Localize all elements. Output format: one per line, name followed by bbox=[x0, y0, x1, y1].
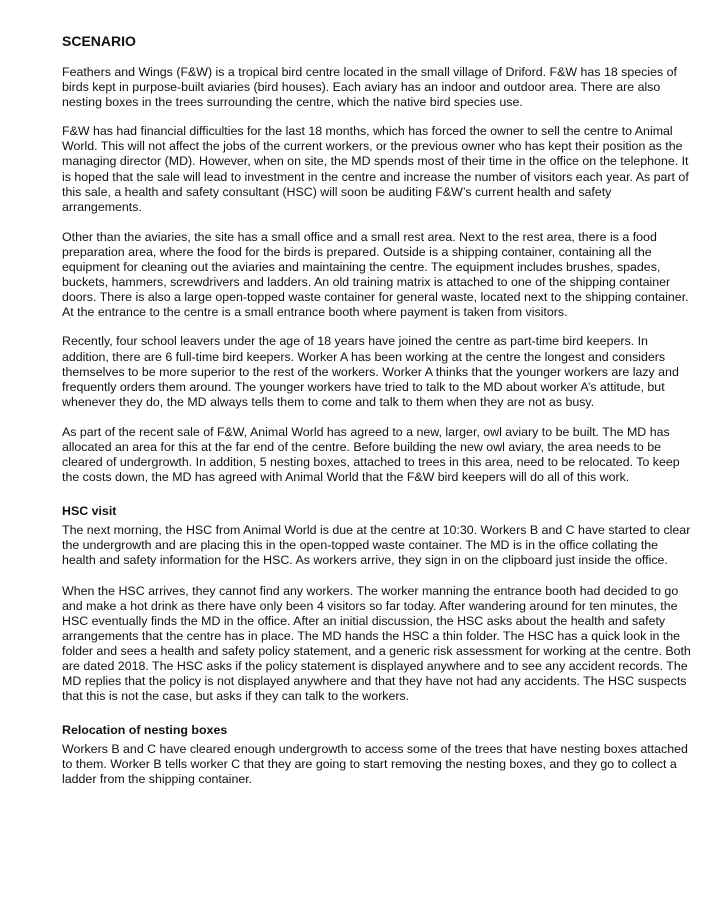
paragraph-introduction: Feathers and Wings (F&W) is a tropical bird centre located in the small village of Driford. F&W has 18 species of birds kept in purpose-built aviaries (bird houses). Each aviary has an indoor and outdoor area. There are also nesting boxes in the trees surrounding the centre, which the native bird species use. bbox=[62, 65, 677, 110]
section-heading-hsc-visit: HSC visit bbox=[62, 504, 117, 519]
page-title: SCENARIO bbox=[62, 33, 136, 49]
paragraph-owl-aviary: As part of the recent sale of F&W, Animal World has agreed to a new, larger, owl aviary to be built. The MD has allocated an area for this at the far end of the centre. Before building the new owl aviary, the area needs to be cleared of undergrowth. In addition, 5 nesting boxes, attached to trees in this area, need to be relocated. To keep the costs down, the MD has agreed with Animal World that the F&W bird keepers will do all of this work. bbox=[62, 424, 680, 485]
paragraph-financial-difficulties: F&W has had financial difficulties for the last 18 months, which has forced the owner to sell the centre to Animal World. This will not affect the jobs of the current workers, or the previous owner who has kept their position as the managing director (MD). However, when on site, the MD spends most of their time in the office on the telephone. It is hoped that the sale will lead to investment in the centre and increase the number of visitors each year. As part of this sale, a health and safety consultant (HSC) will soon be auditing F&W’s current health and safety arrangements. bbox=[62, 124, 689, 214]
paragraph-site-description: Other than the aviaries, the site has a small office and a small rest area. Next to the rest area, there is a food preparation area, where the food for the birds is prepared. Outside is a shipping container, containing all the equipment for cleaning out the aviaries and maintaining the centre. The equipment includes brushes, spades, buckets, hammers, screwdrivers and ladders. An old training matrix is attached to one of the shipping container doors. There is also a large open-topped waste container for general waste, located next to the shipping container. At the entrance to the centre is a small entrance booth where payment is taken from visitors. bbox=[62, 229, 689, 320]
document-page bbox=[62, 33, 692, 802]
section-heading-relocation: Relocation of nesting boxes bbox=[62, 723, 228, 738]
paragraph-workers: Recently, four school leavers under the age of 18 years have joined the centre as part-time bird keepers. In addition, there are 6 full-time bird keepers. Worker A has been working at the centre the longest and considers themselves to be more superior to the rest of the workers. Worker A thinks that the younger workers are lazy and frequently orders them around. The younger workers have tried to talk to the MD about worker A’s attitude, but whenever they do, the MD always tells them to come and talk to them when they are not as busy. bbox=[62, 334, 679, 409]
paragraph-hsc-arrival: The next morning, the HSC from Animal World is due at the centre at 10:30. Workers B and C have started to clear the undergrowth and are placing this in the open-topped waste container. The MD is in the office collating the health and safety information for the HSC. As workers arrive, they sign in on the clipboard just inside the office. bbox=[62, 523, 691, 568]
paragraph-relocation: Workers B and C have cleared enough undergrowth to access some of the trees that have nesting boxes attached to them. Worker B tells worker C that they are going to start removing the nesting boxes, and they go to collect a ladder from the shipping container. bbox=[62, 742, 688, 787]
paragraph-hsc-findings: When the HSC arrives, they cannot find any workers. The worker manning the entrance booth had decided to go and make a hot drink as there have only been 4 visitors so far today. After wandering around for ten minutes, the HSC eventually finds the MD in the office. After an initial discussion, the HSC asks about the health and safety arrangements that the centre has in place. The MD hands the HSC a thin folder. The HSC has a quick look in the folder and sees a health and safety policy statement, and a generic risk assessment for working at the centre. Both are dated 2018. The HSC asks if the policy statement is displayed anywhere and to see any accident records. The MD replies that the policy is not displayed anywhere and that they have not had any accidents. The HSC suspects that this is not the case, but asks if they can talk to the workers. bbox=[62, 583, 691, 704]
